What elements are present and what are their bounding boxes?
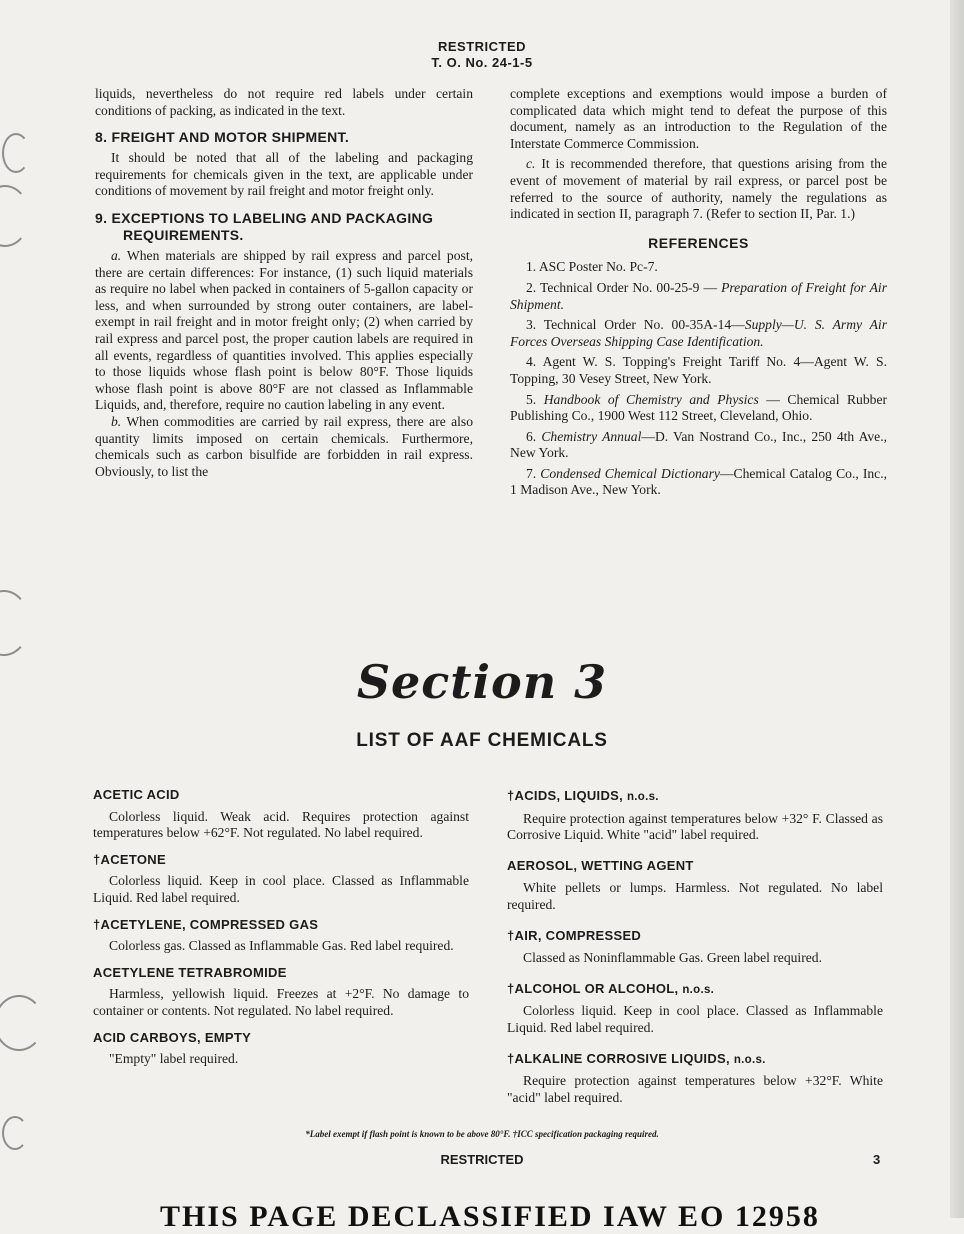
declassification-stamp: THIS PAGE DECLASSIFIED IAW EO 12958 [160, 1200, 820, 1233]
chemicals-left-list [93, 787, 469, 1078]
page-number: 3 [873, 1152, 881, 1167]
chemical-description: Colorless liquid. Keep in cool place. Classed as Inflammable Liquid. Red label required. [507, 1003, 883, 1035]
chemical-description: Colorless gas. Classed as Inflammable Gas. Red label required. [109, 938, 454, 954]
chemical-entry [93, 917, 469, 955]
reference-item: 6. Chemistry Annual—D. Van Nostrand Co., Inc., 250 4th Ave., New York. [510, 428, 888, 461]
chemical-name: ACETIC ACID [93, 787, 180, 802]
paragraph-b-text: When commodities are carried by rail express, there are also quantity limits imposed on certain chemicals. Furthermore, chemicals such as carbon bisulfide are forbidden in rail express. Obviously, to list the [95, 413, 474, 479]
section-8-heading: 8. FREIGHT AND MOTOR SHIPMENT. [95, 129, 350, 146]
section-9-heading-line2: REQUIREMENTS. [123, 226, 244, 243]
reference-item: 3. Technical Order No. 00-35A-14—Supply—U. S. Army Air Forces Overseas Shipping Case Identification. [510, 317, 887, 349]
page-edge-shadow [950, 0, 964, 1218]
section-9-heading [95, 210, 473, 244]
chemical-description: Harmless, yellowish liquid. Freezes at +2°F. No damage to container or contents. Not regulated. No label required. [93, 986, 469, 1018]
chemical-entry [507, 981, 883, 1037]
paragraph-a-text: When materials are shipped by rail express and parcel post, there are certain differences: For instance, (1) such liquid materials as require no label when packed in containers of 5-gallon capacity or less, and when surrounded by strong outer containers, are label-exempt in rail freight and in motor freight only; (2) when carried by rail express and parcel post, the proper caution labels are required in all events, regardless of quantities involved. This applies especially to those liquids whose flash point is below 80°F. Those liquids whose flash point is above 80°F are not classed as Inflammable Liquids, and, therefore, require no caution labeling in any event. [95, 247, 473, 413]
left-column [95, 86, 473, 480]
references-list [510, 259, 887, 499]
intro-text: liquids, nevertheless do not require red labels under certain conditions of packing, as indicated in the text. [95, 86, 473, 118]
chemical-entry [93, 965, 469, 1020]
references-heading: REFERENCES [648, 234, 749, 251]
chemical-entry [507, 788, 883, 844]
chemical-description: Require protection against temperatures below +32° F. Classed as Corrosive Liquid. White "acid" label required. [507, 810, 883, 843]
section-subtitle: LIST OF AAF CHEMICALS [356, 730, 608, 751]
binding-hole-mark [0, 995, 44, 1051]
continuation-text: complete exceptions and exemptions would impose a burden of complicated data which might tend to defeat the purpose of this document, namely as an introduction to the Regulation of the Interstate Commerce Commission. [510, 86, 887, 151]
chemical-name: AEROSOL, WETTING AGENT [507, 857, 694, 873]
paragraph-c [510, 156, 887, 222]
chemical-name: †AIR, COMPRESSED [507, 927, 642, 943]
chemical-entry [507, 858, 883, 914]
chemical-description: White pellets or lumps. Harmless. Not regulated. No label required. [507, 880, 883, 912]
chemicals-right-list [507, 788, 883, 1116]
chemical-entry [93, 787, 469, 842]
section-title: Section 3 [356, 655, 608, 709]
chemical-entry [93, 1030, 469, 1068]
chemical-description: Colorless liquid. Keep in cool place. Classed as Inflammable Liquid. Red label required. [93, 873, 469, 905]
chemical-name: †ALKALINE CORROSIVE LIQUIDS, n.o.s. [507, 1050, 766, 1066]
paragraph-a-letter: a. [111, 247, 122, 263]
chemical-name: †ACIDS, LIQUIDS, n.o.s. [507, 788, 659, 803]
chemical-name: ACETYLENE TETRABROMIDE [93, 964, 287, 980]
chemical-name: †ACETONE [93, 851, 166, 867]
chemical-entry [507, 928, 883, 967]
footnote: *Label exempt if flash point is known to be above 80°F. †ICC specification packaging required. [305, 1129, 659, 1139]
footer-restricted: RESTRICTED [440, 1152, 524, 1167]
chemical-description: Require protection against temperatures below +32°F. White "acid" label required. [507, 1073, 883, 1105]
reference-item: 7. Condensed Chemical Dictionary—Chemical Catalog Co., Inc., 1 Madison Ave., New York. [510, 465, 887, 498]
paragraph-a [95, 248, 473, 414]
paragraph-c-text: It is recommended therefore, that questions arising from the event of movement of material by rail express, or parcel post be referred to the source of authority, namely the regulations as indicated in section II, paragraph 7. (Refer to section II, Par. 1.) [510, 156, 887, 222]
right-column [510, 86, 887, 503]
section-9-heading-line1: 9. EXCEPTIONS TO LABELING AND PACKAGING [95, 209, 434, 226]
paragraph-c-letter: c. [526, 156, 536, 172]
chemical-name: †ACETYLENE, COMPRESSED GAS [93, 916, 319, 932]
chemical-entry [507, 1051, 883, 1107]
chemical-description: "Empty" label required. [109, 1051, 239, 1067]
reference-item: 1. ASC Poster No. Pc-7. [526, 259, 658, 275]
chemical-entry [93, 852, 469, 907]
binding-hole-mark [0, 590, 30, 656]
header-tech-order: T. O. No. 24-1-5 [431, 55, 533, 70]
chemical-description: Colorless liquid. Weak acid. Requires protection against temperatures below +62°F. Not regulated. No label required. [93, 808, 469, 841]
reference-item: 4. Agent W. S. Topping's Freight Tariff No. 4—Agent W. S. Topping, 30 Vesey Street, New York. [510, 354, 887, 386]
reference-item: 2. Technical Order No. 00-25-9 — Preparation of Freight for Air Shipment. [510, 279, 887, 312]
chemical-name: ACID CARBOYS, EMPTY [93, 1029, 252, 1045]
binding-hole-mark [2, 133, 30, 173]
binding-hole-mark [0, 185, 30, 247]
paragraph-b-letter: b. [111, 413, 122, 429]
paragraph-b [95, 414, 473, 480]
section-8-text: It should be noted that all of the labeling and packaging requirements for chemicals given in the text, are applicable under conditions of movement by rail freight and motor freight only. [95, 150, 473, 199]
chemical-name: †ALCOHOL OR ALCOHOL, n.o.s. [507, 980, 715, 996]
header-restricted: RESTRICTED [437, 39, 527, 54]
chemical-description: Classed as Noninflammable Gas. Green label required. [523, 950, 822, 966]
reference-item: 5. Handbook of Chemistry and Physics — Chemical Rubber Publishing Co., 1900 West 112 Street, Cleveland, Ohio. [510, 391, 887, 424]
